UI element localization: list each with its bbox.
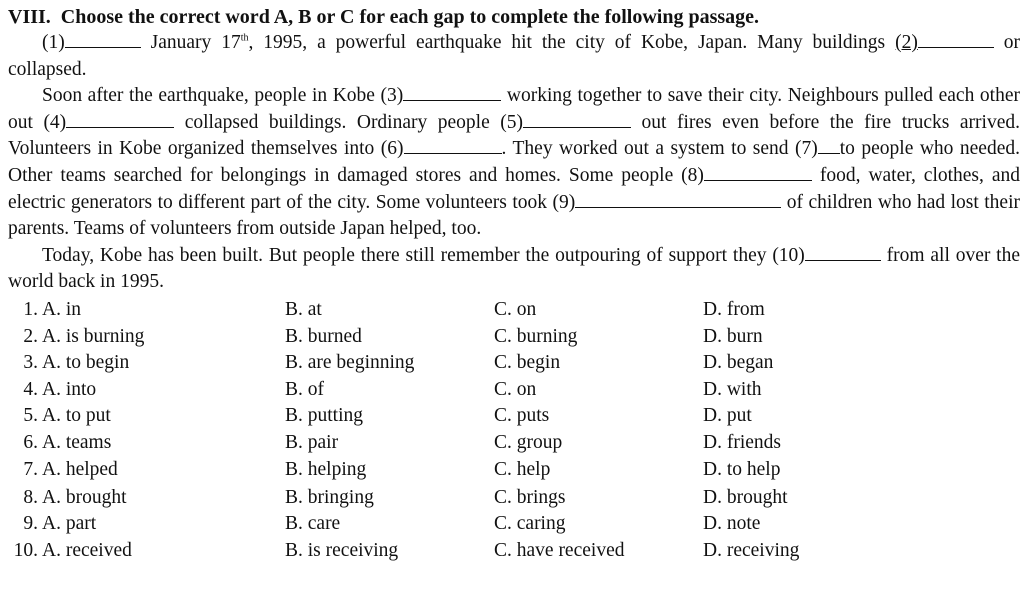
option-c: C. have received bbox=[494, 539, 625, 561]
option-c: C. on bbox=[494, 378, 537, 400]
option-c: C. brings bbox=[494, 487, 566, 509]
option-row bbox=[8, 297, 1020, 324]
option-c: C. burning bbox=[494, 325, 578, 347]
gap-2 bbox=[918, 30, 994, 48]
exercise-instruction: Choose the correct word A, B or C for each gap to complete the following passage. bbox=[60, 6, 760, 28]
option-b: B. putting bbox=[285, 405, 364, 427]
passage-text: Today, Kobe has been built. But people there still remember the outpouring of support they (10) bbox=[42, 244, 805, 266]
exercise-heading bbox=[8, 4, 1020, 30]
option-row bbox=[8, 457, 1020, 484]
passage-paragraph-1 bbox=[8, 30, 1020, 83]
option-d: D. put bbox=[703, 405, 752, 427]
question-number: 7. bbox=[23, 458, 38, 480]
passage-paragraph-2 bbox=[8, 83, 1020, 243]
option-b: B. of bbox=[285, 378, 324, 400]
passage-text: from all over the world back in 1995. bbox=[8, 244, 1020, 293]
option-d: D. with bbox=[703, 378, 762, 400]
option-b: B. bringing bbox=[285, 487, 374, 509]
option-c: C. caring bbox=[494, 513, 566, 535]
option-a: A. received bbox=[42, 539, 132, 561]
option-d: D. burn bbox=[703, 325, 763, 347]
option-a: A. teams bbox=[42, 431, 112, 453]
option-b: B. is receiving bbox=[285, 539, 399, 561]
gap-6 bbox=[404, 136, 502, 154]
option-row bbox=[8, 324, 1020, 351]
passage-text: or collapsed. bbox=[8, 32, 1020, 80]
option-d: D. from bbox=[703, 298, 765, 320]
option-c: C. puts bbox=[494, 405, 550, 427]
option-b: B. pair bbox=[285, 431, 339, 453]
option-b: B. care bbox=[285, 513, 341, 535]
option-d: D. to help bbox=[703, 458, 781, 480]
gap-5 bbox=[523, 110, 631, 128]
gap-1 bbox=[65, 30, 141, 48]
ordinal-suffix: th bbox=[240, 32, 249, 44]
option-a: A. is burning bbox=[42, 325, 145, 347]
question-number: 10. bbox=[13, 539, 38, 561]
question-number: 1. bbox=[23, 298, 38, 320]
passage-text: working together to save their city. Neighbours pulled each other out (4) bbox=[8, 85, 1020, 133]
option-a: A. to begin bbox=[42, 352, 130, 374]
option-a: A. helped bbox=[42, 458, 118, 480]
option-row bbox=[8, 430, 1020, 457]
option-a: A. into bbox=[42, 378, 97, 400]
option-row bbox=[8, 538, 1020, 565]
option-d: D. brought bbox=[703, 487, 788, 509]
option-b: B. at bbox=[285, 298, 322, 320]
option-a: A. brought bbox=[42, 487, 127, 509]
option-b: B. burned bbox=[285, 325, 362, 347]
gap-7 bbox=[818, 136, 840, 154]
option-a: A. in bbox=[42, 298, 81, 320]
question-number: 9. bbox=[23, 513, 38, 535]
passage-text: of children who had lost their parents. Teams of volunteers from outside Japan helped, too. bbox=[8, 191, 1020, 240]
exercise-number: VIII. bbox=[8, 6, 51, 28]
option-row bbox=[8, 350, 1020, 377]
passage-text: January 17 bbox=[140, 32, 241, 53]
option-d: D. began bbox=[703, 352, 774, 374]
option-b: B. helping bbox=[285, 458, 367, 480]
option-d: D. friends bbox=[703, 431, 781, 453]
option-row bbox=[8, 483, 1020, 511]
option-d: D. receiving bbox=[703, 539, 800, 561]
option-row bbox=[8, 403, 1020, 430]
question-number: 5. bbox=[23, 405, 38, 427]
passage-paragraph-3 bbox=[8, 243, 1020, 296]
passage-text: out fires even before the fire trucks arrived. Volunteers in Kobe organized themselves into (6) bbox=[8, 111, 1020, 160]
passage bbox=[8, 30, 1020, 296]
passage-text: food, water, clothes, and electric generators to different part of the city. Some volunteers took (9) bbox=[8, 164, 1020, 213]
gap-4 bbox=[66, 110, 174, 128]
answer-options bbox=[8, 297, 1020, 564]
question-number: 6. bbox=[23, 431, 38, 453]
gap-10 bbox=[805, 243, 881, 261]
question-number: 3. bbox=[23, 352, 38, 374]
gap-8 bbox=[704, 163, 812, 181]
option-a: A. part bbox=[42, 513, 97, 535]
gap-3 bbox=[403, 83, 501, 101]
option-c: C. group bbox=[494, 431, 563, 453]
passage-text: to people who needed. Other teams searched for belongings in damaged stores and homes. Some people (8) bbox=[8, 138, 1020, 186]
passage-text: Soon after the earthquake, people in Kobe (3) bbox=[42, 85, 404, 107]
option-c: C. begin bbox=[494, 352, 561, 374]
option-c: C. help bbox=[494, 458, 551, 480]
question-number: 2. bbox=[23, 325, 38, 347]
question-number: 8. bbox=[23, 487, 38, 509]
option-b: B. are beginning bbox=[285, 352, 415, 374]
gap-label-2: (2) bbox=[895, 32, 918, 53]
gap-label-1: (1) bbox=[42, 32, 65, 53]
gap-9 bbox=[575, 190, 781, 208]
passage-text: . They worked out a system to send (7) bbox=[501, 138, 818, 160]
passage-text: collapsed buildings. Ordinary people (5) bbox=[174, 111, 524, 133]
option-d: D. note bbox=[703, 513, 761, 535]
option-row bbox=[8, 511, 1020, 538]
question-number: 4. bbox=[23, 378, 38, 400]
option-c: C. on bbox=[494, 298, 537, 320]
option-row bbox=[8, 377, 1020, 404]
passage-text: , 1995, a powerful earthquake hit the city of Kobe, Japan. Many buildings bbox=[248, 32, 896, 53]
option-a: A. to put bbox=[42, 405, 111, 427]
